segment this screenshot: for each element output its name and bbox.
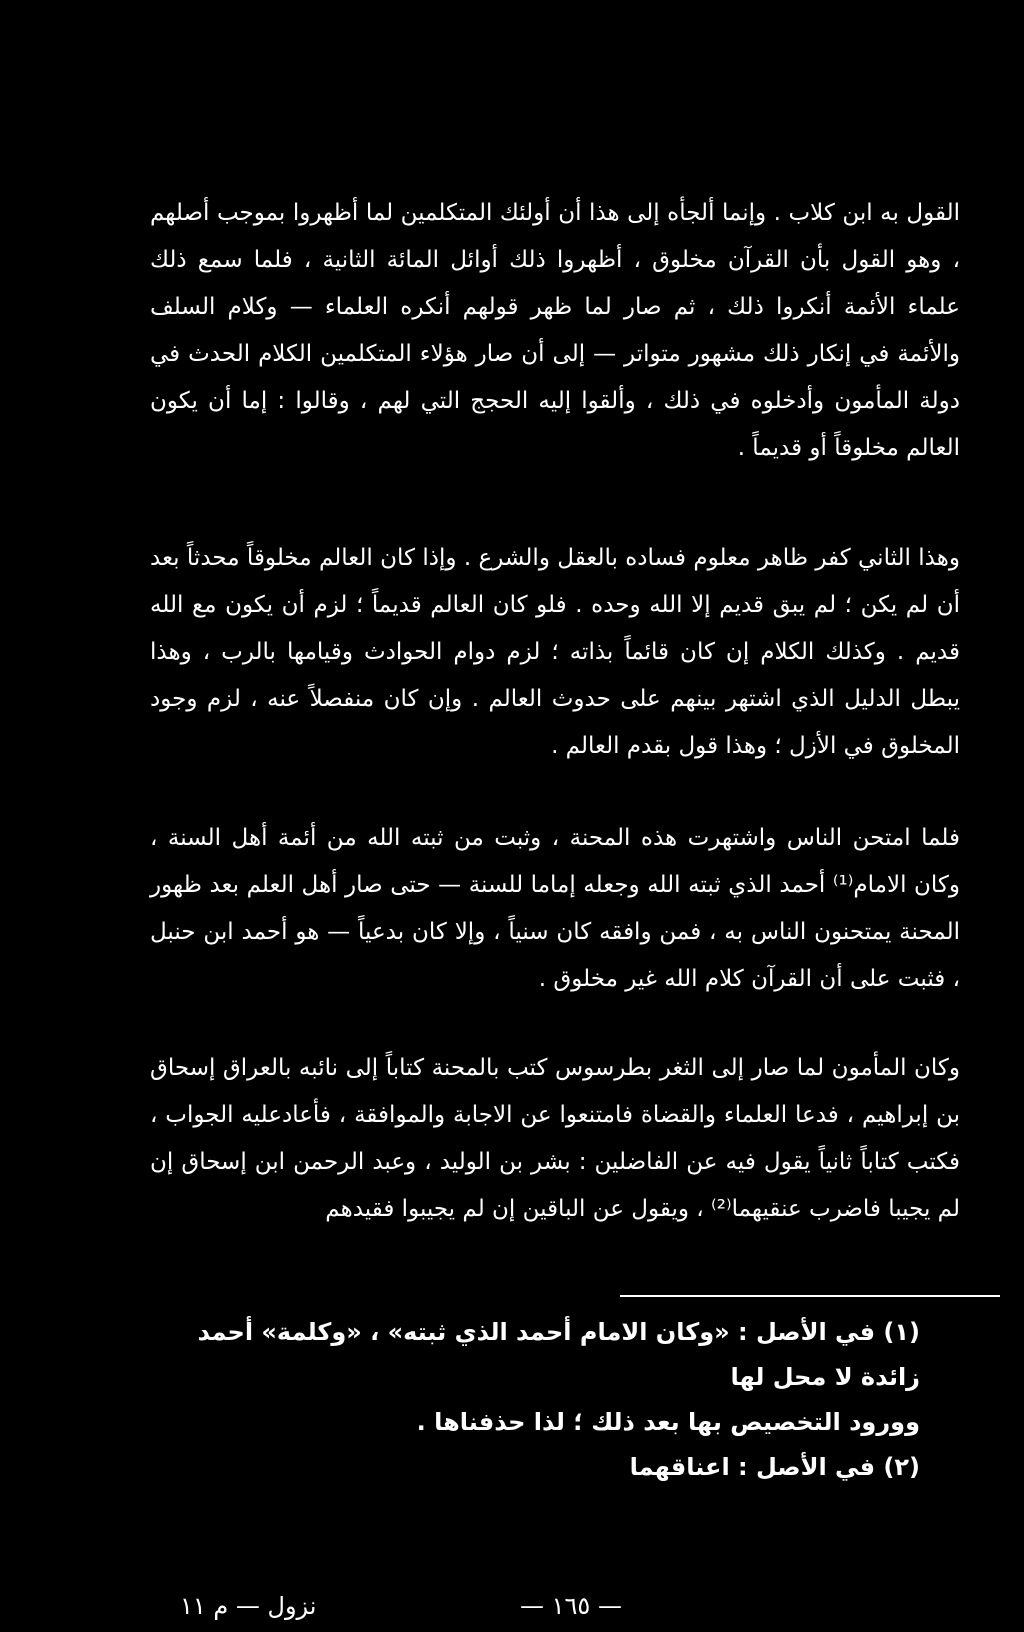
- footnote-2: (٢) في الأصل : اعناقهما: [629, 1453, 920, 1481]
- paragraph-4: وكان المأمون لما صار إلى الثغر بطرسوس كتب بالمحنة كتاباً إلى نائبه بالعراق إسحاق بن إبراهيم ، فدعا العلماء والقضاة فامتنعوا عن الاجابة والموافقة ، فأعادعليه الجواب ، فكتب كتاباً ثانياً يقول فيه عن الفاضلين : بشر بن الوليد ، وعبد الرحمن ابن إسحاق إن لم يجيبا فاضرب عنقيهما⁽²⁾ ، ويقول عن الباقين إن لم يجيبوا فقيدهم: [150, 1055, 960, 1222]
- footnotes: [150, 1310, 920, 1490]
- page-number: — ١٦٥ —: [520, 1592, 622, 1620]
- paragraph-2: وهذا الثاني كفر ظاهر معلوم فساده بالعقل والشرع . وإذا كان العالم مخلوقاً محدثاً بعد أن لم يكن ؛ لم يبق قديم إلا الله وحده . فلو كان العالم قديماً ؛ لزم أن يكون مع الله قديم . وكذلك الكلام إن كان قائماً بذاته ؛ لزم دوام الحوادث وقيامها بالرب ، وهذا يبطل الدليل الذي اشتهر بينهم على حدوث العالم . وإن كان منفصلاً عنه ، لزم وجود المخلوق في الأزل ؛ وهذا قول بقدم العالم .: [150, 545, 960, 759]
- paragraph-3: فلما امتحن الناس واشتهرت هذه المحنة ، وثبت من ثبته الله من أئمة أهل السنة ، وكان الامام⁽¹⁾ أحمد الذي ثبته الله وجعله إماما للسنة — حتى صار أهل العلم بعد ظهور المحنة يمتحنون الناس به ، فمن وافقه كان سنياً ، وإلا كان بدعياً — هو أحمد ابن حنبل ، فثبت على أن القرآن كلام الله غير مخلوق .: [150, 825, 960, 992]
- paragraph-1: القول به ابن كلاب . وإنما ألجأه إلى هذا أن أولئك المتكلمين لما أظهروا بموجب أصلهم ، وهو القول بأن القرآن مخلوق ، أظهروا ذلك أوائل المائة الثانية ، فلما سمع ذلك علماء الأئمة أنكروا ذلك ، ثم صار لما ظهر قولهم أنكره العلماء — وكلام السلف والأئمة في إنكار ذلك مشهور متواتر — إلى أن صار هؤلاء المتكلمين الكلام الحدث في دولة المأمون وأدخلوه في ذلك ، وألقوا إليه الحجج التي لهم ، وقالوا : إما أن يكون العالم مخلوقاً أو قديماً .: [150, 200, 960, 461]
- footnote-1: (١) في الأصل : «وكان الامام أحمد الذي ثبته» ، «وكلمة» أحمد زائدة لا محل لها: [197, 1318, 920, 1391]
- printer-signature: نزول — م ١١: [180, 1592, 317, 1620]
- footnote-1-continued: وورود التخصيص بها بعد ذلك ؛ لذا حذفناها .: [416, 1408, 920, 1436]
- footnote-divider: [620, 1295, 1000, 1297]
